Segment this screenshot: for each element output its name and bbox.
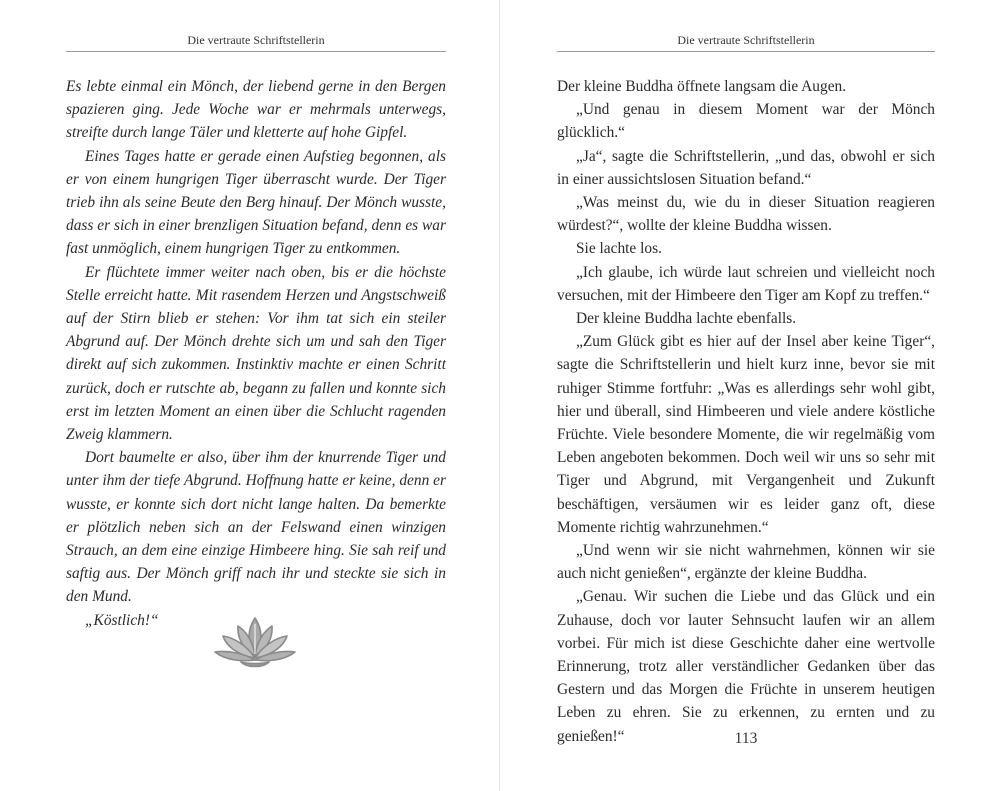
- paragraph: „Genau. Wir suchen die Liebe und das Glück und ein Zuhause, doch vor lauter Sehnsucht laufen wir an allem vorbei. Für mich ist diese Geschichte daher eine wertvolle Erinnerung, trotz aller verständlicher Gedanken über das Gestern und das Morgen die Früchte in unserem heutigen Leben zu ehren. Sie zu erkennen, zu ernten und zu genießen!“: [557, 588, 935, 745]
- lotus-icon: [211, 610, 299, 672]
- paragraph: Der kleine Buddha lachte ebenfalls.: [576, 310, 797, 328]
- paragraph: „Und wenn wir sie nicht wahrnehmen, können wir sie auch nicht genießen“, ergänzte der kleine Buddha.: [557, 542, 935, 583]
- paragraph: „Köstlich!“: [85, 611, 159, 629]
- page-number: 113: [734, 730, 758, 747]
- paragraph: Dort baumelte er also, über ihm der knurrende Tiger und unter ihm der tiefe Abgrund. Hoffnung hatte er keine, denn er wusste, er konnte sich dort nicht lange halten. Da bemerkte er plötzlich neben sich an der Felswand einen winzigen Strauch, an dem eine einzige Himbeere hing. Sie sah reif und saftig aus. Der Mönch griff nach ihr und steckte sie sich in den Mund.: [66, 449, 446, 606]
- paragraph: Der kleine Buddha öffnete langsam die Augen.: [557, 78, 847, 95]
- running-head-left: Die vertraute Schriftstellerin: [187, 33, 325, 47]
- paragraph: „Zum Glück gibt es hier auf der Insel aber keine Tiger“, sagte die Schriftstellerin und hielt kurz inne, bevor sie mit ruhiger Stimme fortfuhr: „Was es allerdings sehr wohl gibt, hier und überall, sind Himbeeren und viele andere köstliche Früchte. Viele besondere Momente, die wir regelmäßig vom Leben angeboten bekommen. Doch weil wir uns so sehr mit Tiger und Abgrund, mit Vergangenheit und Zukunft beschäftigen, versäumen wir es leider ganz oft, diese Momente richtig wahrzunehmen.“: [557, 333, 935, 536]
- paragraph: „Und genau in diesem Moment war der Mönch glücklich.“: [557, 101, 935, 142]
- paragraph: „Ja“, sagte die Schriftstellerin, „und das, obwohl er sich in einer aussichtslosen Situation befand.“: [557, 147, 935, 188]
- header-rule-left: [66, 51, 446, 52]
- running-head-right: Die vertraute Schriftstellerin: [677, 33, 815, 47]
- right-page: [557, 0, 935, 791]
- header-rule-right: [557, 51, 935, 52]
- gutter: [499, 0, 500, 791]
- left-page: [66, 0, 446, 791]
- paragraph: Es lebte einmal ein Mönch, der liebend gerne in den Bergen spazieren ging. Jede Woche war er mehrmals unterwegs, streifte durch lange Täler und kletterte auf hohe Gipfel.: [66, 78, 446, 142]
- paragraph: Eines Tages hatte er gerade einen Aufstieg begonnen, als er von einem hungrigen Tiger überrascht wurde. Der Tiger trieb ihn als seine Beute den Berg hinauf. Der Mönch wusste, dass er sich in einer brenzligen Situation befand, denn es war fast unmöglich, einem hungrigen Tiger zu entkommen.: [66, 147, 446, 258]
- left-body-text: [66, 75, 446, 632]
- paragraph: Sie lachte los.: [576, 240, 662, 258]
- right-body-text: [557, 75, 935, 748]
- paragraph: „Ich glaube, ich würde laut schreien und vielleicht noch versuchen, mit der Himbeere den Tiger am Kopf zu treffen.“: [557, 263, 935, 304]
- paragraph: Er flüchtete immer weiter nach oben, bis er die höchste Stelle erreicht hatte. Mit rasendem Herzen und Angstschweiß auf der Stirn blieb er stehen: Vor ihm tat sich ein steiler Abgrund auf. Der Mönch drehte sich um und sah den Tiger direkt auf sich zukommen. Instinktiv machte er einen Schritt zurück, doch er rutschte ab, begann zu fallen und konnte sich erst im letzten Moment an einen über die Schlucht ragenden Zweig klammern.: [66, 263, 446, 444]
- paragraph: „Was meinst du, wie du in dieser Situation reagieren würdest?“, wollte der kleine Buddha wissen.: [557, 194, 935, 235]
